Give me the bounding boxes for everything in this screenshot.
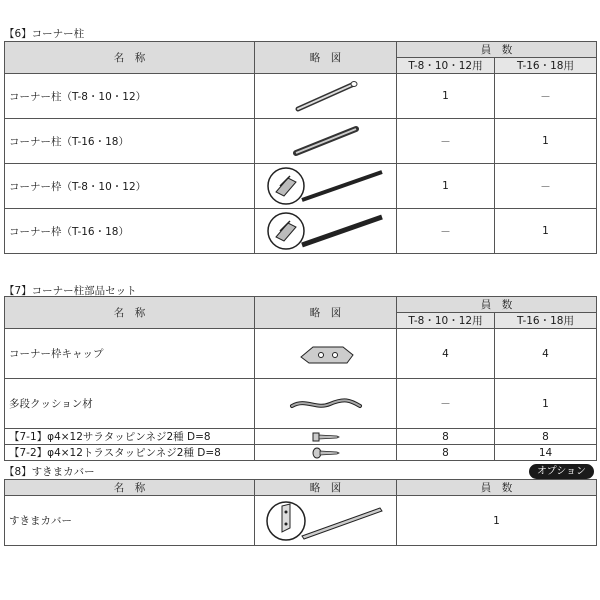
count-t8: 8 <box>397 429 495 445</box>
table-row <box>5 119 597 164</box>
count-t16: － <box>495 164 597 209</box>
table-row <box>5 445 597 461</box>
count-t8: － <box>397 119 495 164</box>
header-t16: T-16・18用 <box>495 313 597 329</box>
table-row <box>5 429 597 445</box>
table-row <box>5 74 597 119</box>
table-row <box>5 379 597 429</box>
item-name: 【7-1】φ4×12サラタッピンネジ2種 D=8 <box>5 429 255 445</box>
count-t8: 1 <box>397 74 495 119</box>
corner-frame-icon <box>266 164 386 208</box>
screw-icon <box>311 447 341 459</box>
count-t16: 4 <box>495 329 597 379</box>
corner-post-icon <box>286 76 366 116</box>
section-8-table <box>4 479 597 546</box>
count-t16: 8 <box>495 429 597 445</box>
screw-icon <box>311 431 341 443</box>
count-t16: 1 <box>495 119 597 164</box>
header-name: 名 称 <box>5 42 255 74</box>
item-name: コーナー柱（T-8・10・12） <box>5 74 255 119</box>
count-t8: 4 <box>397 329 495 379</box>
count-t8: － <box>397 379 495 429</box>
item-name: コーナー枠キャップ <box>5 329 255 379</box>
section-8-title: 【8】すきまカバー <box>4 466 95 478</box>
option-badge: オプション <box>529 464 594 479</box>
corner-frame-icon <box>266 209 386 253</box>
header-name: 名 称 <box>5 297 255 329</box>
item-name: コーナー枠（T-16・18） <box>5 209 255 254</box>
count: 1 <box>397 496 597 546</box>
header-figure: 略 図 <box>255 480 397 496</box>
item-name: コーナー柱（T-16・18） <box>5 119 255 164</box>
header-figure: 略 図 <box>255 297 397 329</box>
count-t16: 14 <box>495 445 597 461</box>
item-name: コーナー枠（T-8・10・12） <box>5 164 255 209</box>
header-count: 員 数 <box>397 480 597 496</box>
item-name: 【7-2】φ4×12トラスタッピンネジ2種 D=8 <box>5 445 255 461</box>
count-t16: － <box>495 74 597 119</box>
table-row <box>5 164 597 209</box>
section-7-title: 【7】コーナー柱部品セット <box>4 285 137 297</box>
count-t8: 8 <box>397 445 495 461</box>
section-7-table <box>4 296 597 461</box>
header-count: 員 数 <box>397 297 597 313</box>
header-count: 員 数 <box>397 42 597 58</box>
header-figure: 略 図 <box>255 42 397 74</box>
count-t8: － <box>397 209 495 254</box>
cushion-icon <box>286 392 366 416</box>
section-6-title: 【6】コーナー柱 <box>4 28 85 40</box>
item-name: 多段クッション材 <box>5 379 255 429</box>
table-row <box>5 209 597 254</box>
gap-cover-icon <box>266 498 386 544</box>
table-row <box>5 329 597 379</box>
header-t16: T-16・18用 <box>495 58 597 74</box>
count-t16: 1 <box>495 379 597 429</box>
header-t8: T-8・10・12用 <box>397 313 495 329</box>
header-name: 名 称 <box>5 480 255 496</box>
corner-post-icon <box>286 121 366 161</box>
section-6-table <box>4 41 597 254</box>
header-t8: T-8・10・12用 <box>397 58 495 74</box>
count-t16: 1 <box>495 209 597 254</box>
table-row <box>5 496 597 546</box>
item-name: すきまカバー <box>5 496 255 546</box>
frame-cap-icon <box>291 339 361 369</box>
count-t8: 1 <box>397 164 495 209</box>
